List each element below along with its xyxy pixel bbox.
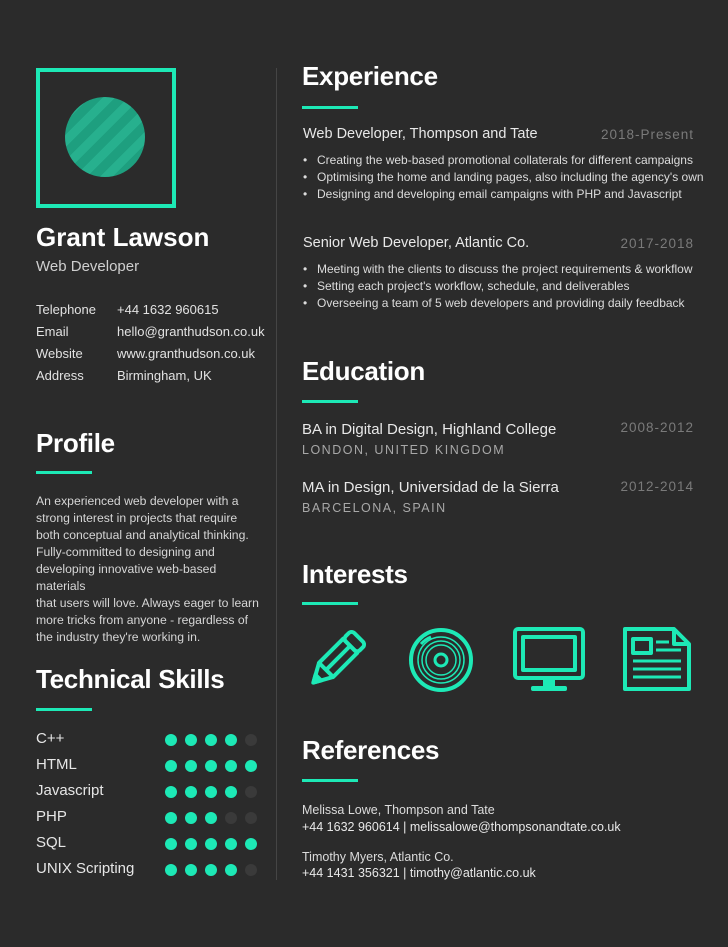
avatar <box>65 97 145 177</box>
skill-dot-filled <box>245 838 257 850</box>
skill-dot-filled <box>185 786 197 798</box>
monitor-icon <box>512 626 586 694</box>
contact-label: Website <box>36 346 83 361</box>
contact-value: +44 1632 960615 <box>117 302 219 317</box>
job-bullet: • Setting each project's workflow, schedule, and deliverables <box>303 278 703 295</box>
education-degree: MA in Design, Universidad de la Sierra <box>302 479 559 496</box>
profile-line: An experienced web developer with a <box>36 494 239 508</box>
job-title: Senior Web Developer, Atlantic Co. <box>303 235 530 251</box>
job-bullets <box>303 152 703 203</box>
skill-dot-filled <box>225 734 237 746</box>
job-bullet: • Designing and developing email campaigns with PHP and Javascript <box>303 186 703 203</box>
skill-dot-filled <box>185 838 197 850</box>
person-role: Web Developer <box>36 258 140 275</box>
column-divider <box>276 68 277 880</box>
education-degree: BA in Digital Design, Highland College <box>302 421 557 438</box>
skill-dot-filled <box>165 812 177 824</box>
reference-name: Timothy Myers, Atlantic Co. <box>302 850 454 864</box>
job-date: 2017-2018 <box>620 236 694 251</box>
skill-dot-empty <box>225 812 237 824</box>
education-date: 2008-2012 <box>620 420 694 435</box>
skill-row <box>36 756 264 778</box>
profile-accent-line <box>36 471 92 474</box>
skill-dot-filled <box>165 864 177 876</box>
profile-line: that users will love. Always eager to learn <box>36 596 259 610</box>
profile-line: Fully-committed to designing and <box>36 545 215 559</box>
profile-line: developing innovative web-based materials <box>36 562 217 593</box>
skill-dot-filled <box>205 864 217 876</box>
profile-line: more tricks from anyone - regardless of <box>36 613 249 627</box>
reference-contact: +44 1632 960614 | melissalowe@thompsonandtate.co.uk <box>302 820 621 834</box>
skill-row <box>36 782 264 804</box>
skill-dot-filled <box>165 786 177 798</box>
skill-dot-filled <box>225 786 237 798</box>
skill-dot-filled <box>165 734 177 746</box>
pencil-icon <box>302 626 370 694</box>
skill-name: PHP <box>36 808 67 825</box>
skill-dot-empty <box>245 734 257 746</box>
skill-dot-filled <box>205 760 217 772</box>
skill-name: SQL <box>36 834 67 851</box>
skills-heading: Technical Skills <box>36 664 225 694</box>
profile-line: the industry they're working in. <box>36 630 201 644</box>
skill-name: HTML <box>36 756 77 773</box>
references-accent-line <box>302 779 358 782</box>
job-date: 2018-Present <box>600 127 694 142</box>
contact-label: Address <box>36 368 84 383</box>
skill-dot-empty <box>245 864 257 876</box>
skill-dot-filled <box>185 734 197 746</box>
education-heading: Education <box>302 356 425 386</box>
job-bullet: • Overseeing a team of 5 web developers and providing daily feedback <box>303 295 703 312</box>
skill-dot-empty <box>245 786 257 798</box>
job-title: Web Developer, Thompson and Tate <box>303 126 538 142</box>
education-accent-line <box>302 400 358 403</box>
skill-dot-filled <box>185 760 197 772</box>
reference-contact: +44 1431 356321 | timothy@atlantic.co.uk <box>302 866 536 880</box>
job-bullet: • Optimising the home and landing pages, also including the agency's own <box>303 169 703 186</box>
skill-dot-filled <box>225 760 237 772</box>
contact-label: Telephone <box>36 302 96 317</box>
skill-dot-filled <box>185 864 197 876</box>
experience-heading: Experience <box>302 61 438 91</box>
skill-dot-filled <box>165 760 177 772</box>
job-bullet: • Meeting with the clients to discuss the project requirements & workflow <box>303 261 703 278</box>
profile-line: strong interest in projects that require <box>36 511 238 525</box>
contact-value: Birmingham, UK <box>117 368 212 383</box>
interests-accent-line <box>302 602 358 605</box>
skill-dot-filled <box>205 786 217 798</box>
education-location: LONDON, UNITED KINGDOM <box>302 443 506 457</box>
references-heading: References <box>302 735 440 765</box>
skill-dot-filled <box>205 838 217 850</box>
skill-dot-filled <box>205 812 217 824</box>
skill-row <box>36 834 264 856</box>
education-date: 2012-2014 <box>620 479 694 494</box>
person-name: Grant Lawson <box>36 222 210 252</box>
skill-dot-filled <box>165 838 177 850</box>
profile-text <box>36 493 264 646</box>
skill-name: Javascript <box>36 782 104 799</box>
newspaper-icon <box>622 626 692 692</box>
skill-name: UNIX Scripting <box>36 860 135 877</box>
job-bullets <box>303 261 703 312</box>
job-bullet: • Creating the web-based promotional collaterals for different campaigns <box>303 152 703 169</box>
skill-dot-filled <box>185 812 197 824</box>
experience-accent-line <box>302 106 358 109</box>
contact-value[interactable]: hello@granthudson.co.uk <box>117 324 265 339</box>
contact-label: Email <box>36 324 69 339</box>
education-location: BARCELONA, SPAIN <box>302 501 447 515</box>
interests-heading: Interests <box>302 559 408 589</box>
skill-dot-filled <box>245 760 257 772</box>
skill-row <box>36 730 264 752</box>
skill-dot-filled <box>205 734 217 746</box>
skill-row <box>36 860 264 882</box>
skill-row <box>36 808 264 830</box>
contact-value[interactable]: www.granthudson.co.uk <box>117 346 256 361</box>
profile-line: both conceptual and analytical thinking. <box>36 528 249 542</box>
skill-dot-filled <box>225 864 237 876</box>
skill-name: C++ <box>36 730 65 747</box>
skill-dot-filled <box>225 838 237 850</box>
profile-heading: Profile <box>36 428 115 458</box>
skills-accent-line <box>36 708 92 711</box>
disc-icon <box>407 626 475 694</box>
skill-dot-empty <box>245 812 257 824</box>
reference-name: Melissa Lowe, Thompson and Tate <box>302 803 495 817</box>
